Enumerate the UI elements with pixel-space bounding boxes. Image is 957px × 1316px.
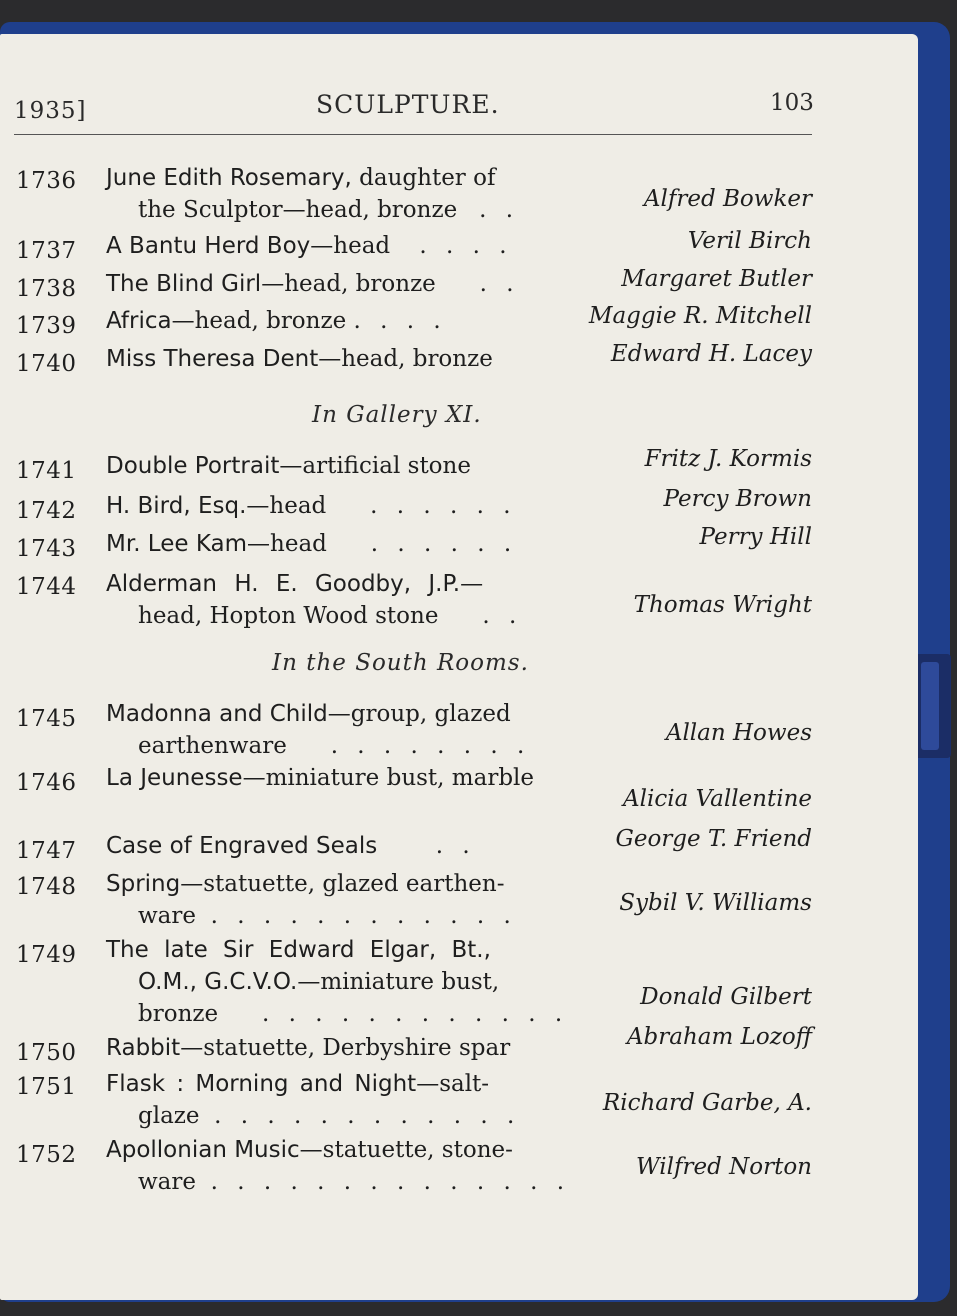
entry-artist: Edward H. Lacey bbox=[610, 341, 812, 367]
entry-description: —head, bronze bbox=[318, 346, 493, 372]
entry-description-cont: head, Hopton Wood stone bbox=[138, 603, 439, 629]
entry-number: 1741 bbox=[16, 458, 77, 484]
entry-title bbox=[106, 268, 520, 300]
dot-leader: . . . . . . . . . . . . . . bbox=[210, 1169, 571, 1195]
entry-description: —head bbox=[247, 531, 327, 557]
entry-title bbox=[106, 568, 522, 632]
section-heading-gallery-xi: In Gallery XI. bbox=[312, 402, 482, 428]
entry-name: La Jeunesse bbox=[106, 765, 243, 791]
entry-description: —head bbox=[310, 233, 391, 259]
entry-artist: Donald Gilbert bbox=[640, 984, 812, 1010]
entry-name: Case of Engraved Seals bbox=[106, 833, 378, 859]
entry-title bbox=[106, 762, 534, 794]
entry-artist: Wilfred Norton bbox=[636, 1154, 812, 1180]
entry-number: 1740 bbox=[16, 351, 77, 377]
entry-number: 1746 bbox=[16, 770, 77, 796]
entry-title bbox=[106, 830, 476, 862]
entry-number: 1742 bbox=[16, 498, 77, 524]
entry-description: —head, bronze bbox=[261, 271, 436, 297]
entry-name: Mr. Lee Kam bbox=[106, 531, 248, 557]
entry-description-cont: ware bbox=[138, 1169, 197, 1195]
entry-artist: Thomas Wright bbox=[633, 592, 812, 618]
entry-description: —statuette, Derbyshire spar bbox=[180, 1035, 511, 1061]
entry-description-cont: the Sculptor—head, bronze bbox=[138, 197, 458, 223]
dot-leader: . . . . . . bbox=[370, 493, 517, 519]
entry-number: 1752 bbox=[16, 1142, 77, 1168]
entry-name: Apollonian Music bbox=[106, 1137, 300, 1163]
entry-description: —head bbox=[246, 493, 327, 519]
dot-leader: . . . . . . . . . . . . bbox=[210, 903, 517, 929]
entry-name: The Blind Girl bbox=[106, 271, 262, 297]
entry-number: 1738 bbox=[16, 276, 77, 302]
entry-number: 1750 bbox=[16, 1040, 77, 1066]
entry-name: Madonna and Child bbox=[106, 701, 328, 727]
entry-title bbox=[106, 450, 471, 482]
entry-artist: Percy Brown bbox=[663, 486, 812, 512]
dot-leader: . . bbox=[435, 833, 476, 859]
section-heading-south-rooms: In the South Rooms. bbox=[272, 650, 529, 676]
dot-leader: . . bbox=[479, 271, 520, 297]
header-title: SCULPTURE. bbox=[316, 90, 500, 119]
entry-description-cont: glaze bbox=[138, 1103, 200, 1129]
entry-title bbox=[106, 490, 517, 522]
running-header bbox=[0, 84, 918, 124]
entry-title bbox=[106, 305, 447, 337]
entry-title bbox=[106, 1068, 520, 1132]
entry-description: —statuette, stone- bbox=[299, 1137, 513, 1163]
entry-title bbox=[106, 343, 493, 375]
dot-leader: . . . . bbox=[419, 233, 513, 259]
entry-title bbox=[106, 934, 568, 1030]
entry-artist: Sybil V. Williams bbox=[619, 890, 812, 916]
entry-number: 1743 bbox=[16, 536, 77, 562]
entry-title bbox=[106, 1134, 570, 1198]
entry-number: 1736 bbox=[16, 168, 77, 194]
entry-description-cont: bronze bbox=[138, 1001, 219, 1027]
entry-name: Rabbit bbox=[106, 1035, 181, 1061]
header-rule bbox=[14, 134, 812, 135]
entry-number: 1737 bbox=[16, 238, 77, 264]
header-year: 1935] bbox=[14, 98, 87, 124]
entry-description: daughter of bbox=[351, 165, 496, 191]
entry-artist: Allan Howes bbox=[665, 720, 812, 746]
entry-name: Africa bbox=[106, 308, 172, 334]
entry-artist: Alicia Vallentine bbox=[623, 786, 812, 812]
entry-name: Miss Theresa Dent bbox=[106, 346, 319, 372]
dot-leader: . . . . bbox=[353, 308, 447, 334]
entry-description: —salt- bbox=[416, 1071, 490, 1097]
entry-name: Flask : Morning and Night bbox=[106, 1071, 417, 1097]
page-number: 103 bbox=[770, 90, 814, 116]
entry-number: 1749 bbox=[16, 942, 77, 968]
entry-title bbox=[106, 230, 513, 262]
entry-description-cont: earthenware bbox=[138, 733, 287, 759]
entry-description: —miniature bust, marble bbox=[242, 765, 535, 791]
entry-artist: Veril Birch bbox=[687, 228, 812, 254]
entry-description: —head, bronze bbox=[171, 308, 347, 334]
entry-description: —statuette, glazed earthen- bbox=[180, 871, 505, 897]
entry-artist: Alfred Bowker bbox=[643, 186, 812, 212]
entry-artist: Maggie R. Mitchell bbox=[588, 303, 812, 329]
entry-artist: Richard Garbe, A. bbox=[602, 1090, 812, 1116]
entry-description: — bbox=[460, 571, 484, 597]
dot-leader: . . . . . . . . bbox=[330, 733, 531, 759]
entry-name-cont: O.M., G.C.V.O. bbox=[138, 969, 298, 995]
entry-title bbox=[106, 528, 517, 560]
entry-name: Spring bbox=[106, 871, 181, 897]
entry-description: —artificial stone bbox=[279, 453, 471, 479]
dot-leader: . . bbox=[482, 603, 523, 629]
entry-number: 1744 bbox=[16, 574, 77, 600]
dot-leader: . . . . . . . . . . . . bbox=[214, 1103, 521, 1129]
entry-name: The late Sir Edward Elgar, Bt., bbox=[106, 937, 491, 963]
entry-description-cont: ware bbox=[138, 903, 197, 929]
entry-number: 1751 bbox=[16, 1074, 77, 1100]
entry-name: June Edith Rosemary, bbox=[106, 165, 352, 191]
entry-name: A Bantu Herd Boy bbox=[106, 233, 311, 259]
entry-name: H. Bird, Esq. bbox=[106, 493, 247, 519]
entry-artist: Abraham Lozoff bbox=[626, 1024, 812, 1050]
entry-number: 1748 bbox=[16, 874, 77, 900]
dot-leader: . . . . . . . . . . . . bbox=[261, 1001, 569, 1027]
entry-artist: Fritz J. Kormis bbox=[644, 446, 812, 472]
entry-artist: George T. Friend bbox=[615, 826, 812, 852]
entry-title bbox=[106, 868, 517, 932]
entry-title bbox=[106, 698, 530, 762]
entry-number: 1739 bbox=[16, 313, 77, 339]
entry-description: —group, glazed bbox=[327, 701, 511, 727]
entry-description: —miniature bust, bbox=[297, 969, 500, 995]
entry-name: Alderman H. E. Goodby, J.P. bbox=[106, 571, 461, 597]
entry-artist: Perry Hill bbox=[699, 524, 812, 550]
entry-title bbox=[106, 162, 519, 226]
dot-leader: . . . . . . bbox=[370, 531, 518, 557]
entry-number: 1745 bbox=[16, 706, 77, 732]
dot-leader: . . bbox=[479, 197, 520, 223]
entry-artist: Margaret Butler bbox=[621, 266, 812, 292]
entry-title bbox=[106, 1032, 510, 1064]
entry-number: 1747 bbox=[16, 838, 77, 864]
entry-name: Double Portrait bbox=[106, 453, 280, 479]
